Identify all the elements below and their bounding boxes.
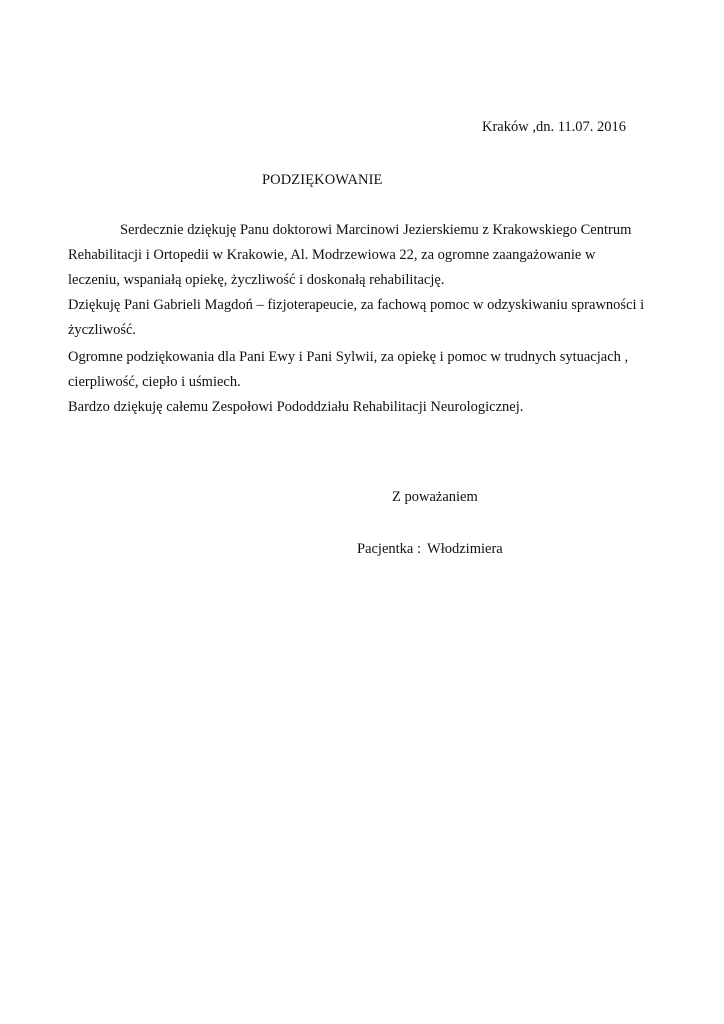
body-line-2: Rehabilitacji i Ortopedii w Krakowie, Al. Modrzewiowa 22, za ogromne zaangażowanie w xyxy=(68,247,596,263)
body-line-3: leczeniu, wspaniałą opiekę, życzliwość i doskonałą rehabilitację. xyxy=(68,272,445,288)
signature-label: Pacjentka : xyxy=(357,541,422,557)
body-line-5: życzliwość. xyxy=(68,322,137,338)
body-line-7: cierpliwość, ciepło i uśmiech. xyxy=(68,374,241,390)
letter-date: Kraków ,dn. 11.07. 2016 xyxy=(482,119,627,135)
letter-title: PODZIĘKOWANIE xyxy=(262,172,383,188)
body-line-6: Ogromne podziękowania dla Pani Ewy i Pani Sylwii, za opiekę i pomoc w trudnych sytuacjach , xyxy=(68,349,629,365)
letter-signature xyxy=(357,541,551,558)
body-line-4: Dziękuję Pani Gabrieli Magdoń – fizjoterapeucie, za fachową pomoc w odzyskiwaniu sprawności i xyxy=(68,297,645,313)
signature-name: Włodzimiera xyxy=(427,541,503,557)
redacted-surname xyxy=(503,543,551,557)
body-line-1: Serdecznie dziękuję Panu doktorowi Marcinowi Jezierskiemu z Krakowskiego Centrum xyxy=(120,222,632,238)
letter-closing: Z poważaniem xyxy=(392,489,478,505)
body-line-8: Bardzo dziękuję całemu Zespołowi Pododdziału Rehabilitacji Neurologicznej. xyxy=(68,399,524,415)
